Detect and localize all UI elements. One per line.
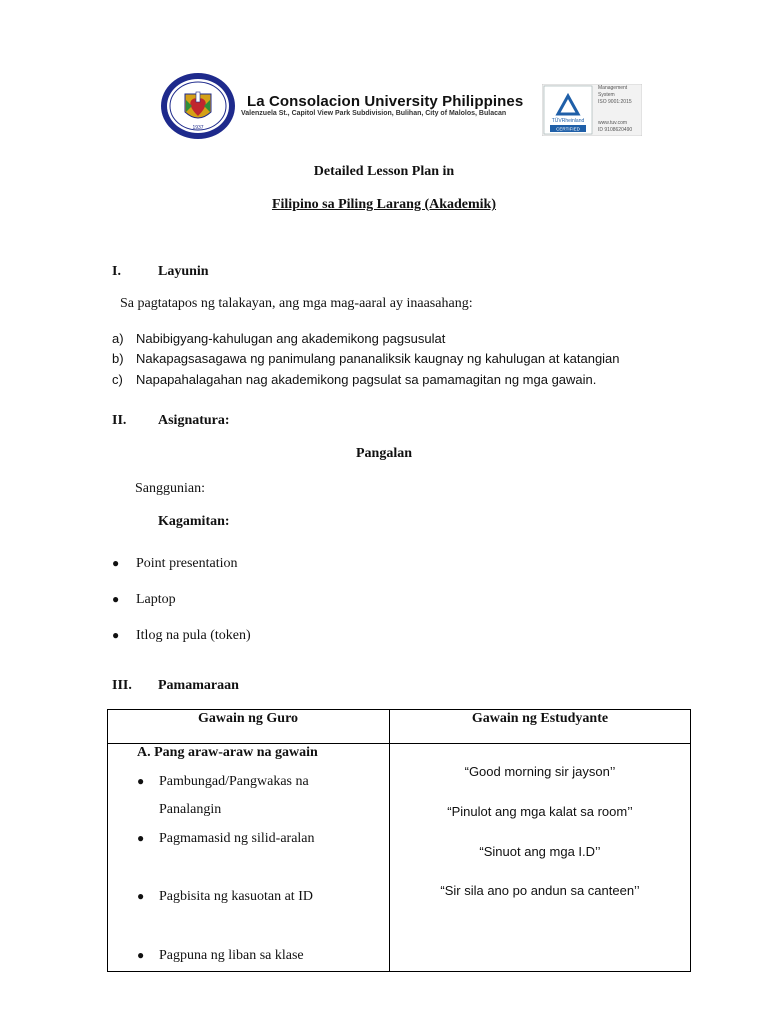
kagamitan-label: Kagamitan: <box>158 514 230 529</box>
bullet-icon: ● <box>112 592 120 606</box>
guro-item: ● Pambungad/Pangwakas na <box>137 774 309 789</box>
bullet-icon: ● <box>137 774 145 788</box>
objectives-intro: Sa pagtatapos ng talakayan, ang mga mag-aaral ay inaasahang: <box>120 296 473 311</box>
estudyante-response: “Good morning sir jayson’’ <box>464 764 616 779</box>
guro-item: ● Pagbisita ng kasuotan at ID <box>137 889 313 904</box>
document-title: Detailed Lesson Plan in <box>313 164 455 179</box>
table-column-divider <box>389 709 390 972</box>
bullet-icon: ● <box>112 628 120 642</box>
svg-text:1937: 1937 <box>192 125 204 131</box>
table-header-divider <box>107 743 691 744</box>
objective-text: Nabibigyang-kahulugan ang akademikong pagsusulat <box>136 331 446 346</box>
table-header-estudyante: Gawain ng Estudyante <box>471 711 609 726</box>
objective-letter: a) <box>112 331 124 346</box>
svg-text:TÜVRheinland: TÜVRheinland <box>551 118 585 124</box>
estudyante-response: “Sinuot ang mga I.D’’ <box>479 844 601 859</box>
objective-item <box>112 331 445 346</box>
certification-text: Management System ISO 9001:2015 www.tuv.com ID 9108620490 <box>598 85 633 133</box>
objective-text: Nakapagsasagawa ng panimulang pananaliksik kaugnay ng kahulugan at katangian <box>136 351 620 366</box>
bullet-icon: ● <box>137 948 145 962</box>
guro-item: ● Pagmamasid ng silid-aralan <box>137 831 315 846</box>
material-text: Laptop <box>136 592 176 607</box>
objective-item <box>112 351 620 366</box>
material-text: Itlog na pula (token) <box>136 628 251 643</box>
material-item <box>112 556 238 572</box>
guro-item: ● Pagpuna ng liban sa klase <box>137 948 304 963</box>
table-header-guro: Gawain ng Guro <box>197 711 299 726</box>
section-3-title: Pamamaraan <box>158 678 239 693</box>
material-item <box>112 592 176 608</box>
objective-item <box>112 372 596 387</box>
section-2-title: Asignatura: <box>158 413 230 428</box>
material-item <box>112 628 251 644</box>
university-seal-logo <box>160 72 236 140</box>
document-subject: Filipino sa Piling Larang (Akademik) <box>271 197 497 212</box>
objective-letter: b) <box>112 351 124 366</box>
guro-subheading: A. Pang araw-araw na gawain <box>137 745 318 760</box>
estudyante-response: “Pinulot ang mga kalat sa room’’ <box>447 804 633 819</box>
university-address: Valenzuela St., Capitol View Park Subdivision, Bulihan, City of Malolos, Bulacan <box>241 110 507 117</box>
guro-item-continuation: Panalangin <box>159 802 222 817</box>
section-1-title: Layunin <box>158 264 209 279</box>
svg-text:CERTIFIED: CERTIFIED <box>556 126 580 132</box>
pangalan-label: Pangalan <box>355 446 412 461</box>
objective-text: Napapahalagahan nag akademikong pagsulat sa pamamagitan ng mga gawain. <box>136 372 597 387</box>
bullet-icon: ● <box>137 831 145 845</box>
bullet-icon: ● <box>137 889 145 903</box>
material-text: Point presentation <box>136 556 238 571</box>
university-name: La Consolacion University Philippines <box>247 93 524 110</box>
sanggunian-label: Sanggunian: <box>135 481 205 496</box>
objective-letter: c) <box>112 372 123 387</box>
estudyante-response: “Sir sila ano po andun sa canteen’’ <box>440 883 640 898</box>
section-1-number: I. <box>112 264 121 279</box>
section-3-number: III. <box>112 678 132 693</box>
section-2-number: II. <box>112 413 127 428</box>
bullet-icon: ● <box>112 556 120 570</box>
